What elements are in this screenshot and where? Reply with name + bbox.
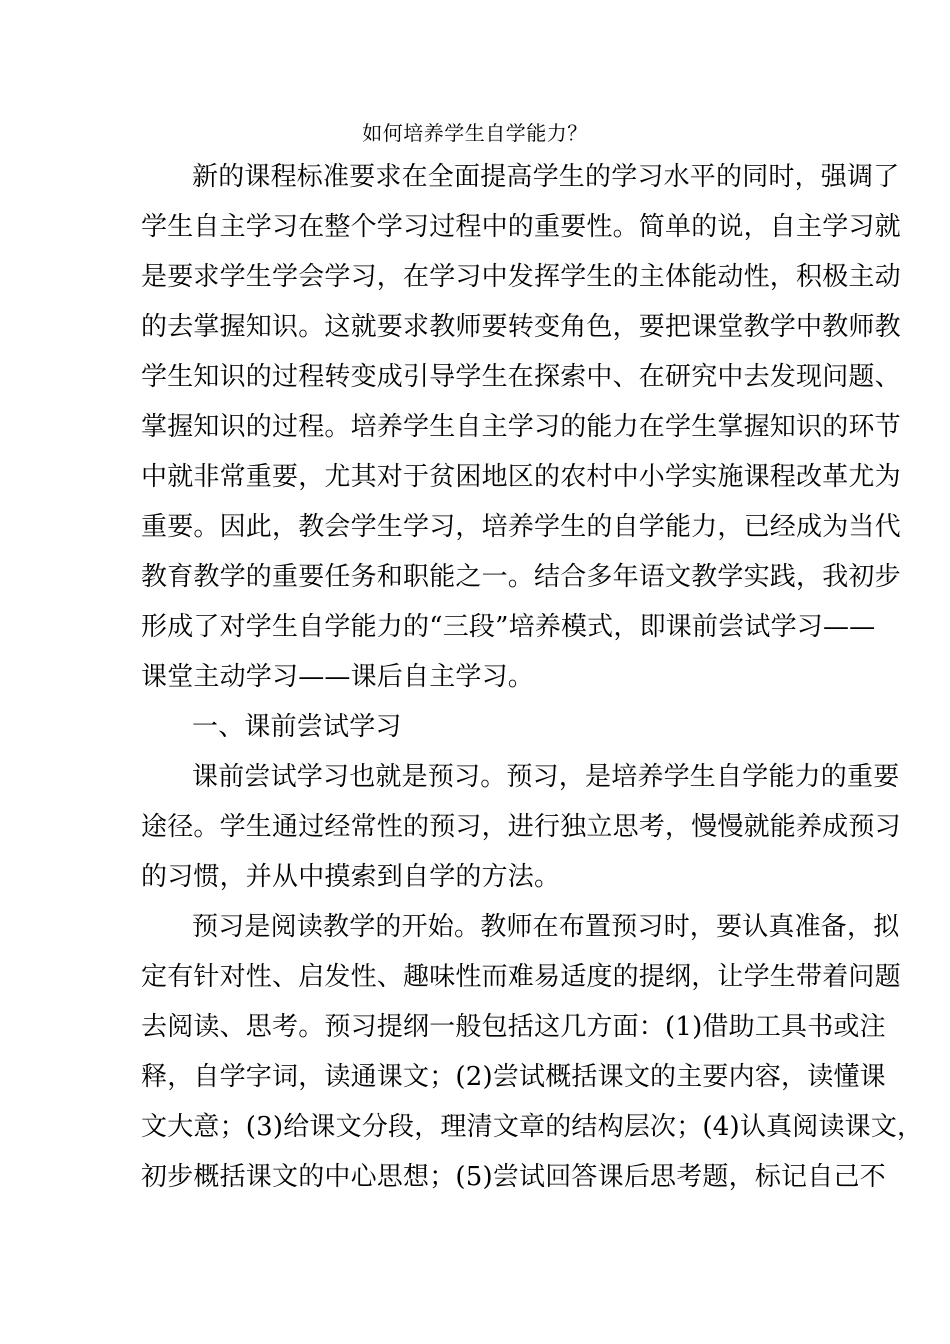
text-line: 中就非常重要，尤其对于贫困地区的农村中小学实施课程改革尤为	[141, 462, 901, 492]
text-line: 课堂主动学习——课后自主学习。	[141, 662, 535, 692]
document-title: 如何培养学生自学能力？	[362, 121, 588, 145]
text-line: 课前尝试学习也就是预习。预习，是培养学生自学能力的重要	[192, 762, 900, 792]
text-line: 重要。因此，教会学生学习，培养学生的自学能力，已经成为当代	[141, 512, 901, 542]
text-line: 释，自学字词，读通课文；(2)尝试概括课文的主要内容，读懂课	[141, 1062, 886, 1092]
text-line: 学生自主学习在整个学习过程中的重要性。简单的说，自主学习就	[141, 212, 901, 242]
text-line: 是要求学生学会学习，在学习中发挥学生的主体能动性，积极主动	[141, 262, 901, 292]
text-line: 初步概括课文的中心思想；(5)尝试回答课后思考题，标记自己不	[141, 1162, 886, 1192]
text-line: 预习是阅读教学的开始。教师在布置预习时，要认真准备，拟	[192, 912, 900, 942]
text-line: 途径。学生通过经常性的预习，进行独立思考，慢慢就能养成预习	[141, 812, 901, 842]
text-line: 新的课程标准要求在全面提高学生的学习水平的同时，强调了	[192, 162, 900, 192]
text-line: 去阅读、思考。预习提纲一般包括这几方面：(1)借助工具书或注	[141, 1012, 886, 1042]
text-line: 文大意；(3)给课文分段，理清文章的结构层次；(4)认真阅读课文，	[141, 1112, 924, 1142]
text-line: 形成了对学生自学能力的“三段”培养模式，即课前尝试学习——	[141, 612, 876, 642]
text-line: 掌握知识的过程。培养学生自主学习的能力在学生掌握知识的环节	[141, 412, 901, 442]
text-line: 教育教学的重要任务和职能之一。结合多年语文教学实践，我初步	[141, 562, 901, 592]
text-line: 定有针对性、启发性、趣味性而难易适度的提纲，让学生带着问题	[141, 962, 901, 992]
text-line: 学生知识的过程转变成引导学生在探索中、在研究中去发现问题、	[141, 362, 901, 392]
text-line: 的去掌握知识。这就要求教师要转变角色，要把课堂教学中教师教	[141, 312, 901, 342]
section-heading: 一、课前尝试学习	[192, 712, 402, 742]
text-line: 的习惯，并从中摸索到自学的方法。	[141, 862, 561, 892]
